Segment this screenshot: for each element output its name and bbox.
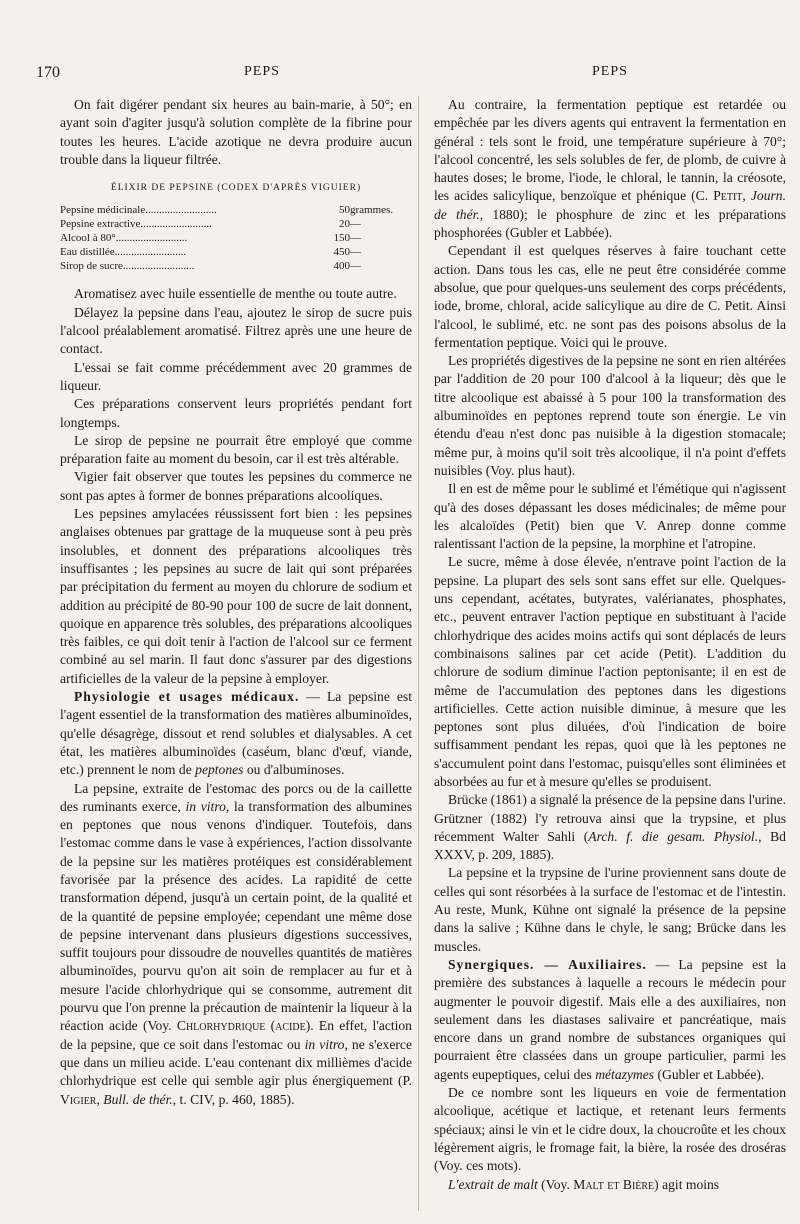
text-run: , bbox=[96, 1091, 104, 1107]
recipe-row bbox=[60, 203, 412, 217]
paragraph bbox=[434, 791, 786, 864]
paragraph bbox=[434, 1176, 786, 1194]
journal-title: Arch. f. die gesam. Physiol. bbox=[588, 828, 759, 844]
italic-term: peptones bbox=[195, 762, 244, 778]
paragraph bbox=[60, 780, 412, 1109]
recipe-row bbox=[60, 231, 412, 245]
text-run: ) agit moins bbox=[654, 1176, 720, 1192]
ingredient-name: Pepsine extractive.......................... bbox=[60, 218, 212, 231]
page-number: 170 bbox=[36, 64, 60, 81]
paragraph: Les propriétés digestives de la pepsine ne sont en rien altérées par l'addition de 20 pour 100 d'alcool à la liqueur; dès que le titre alcoolique est abaissé à 5 pour 100 la transformation des albuminoïdes en peptones reprend toute son énergie. Le vin étendu d'eau n'est donc pas nuisible à la digestion stomacale; même pur, à moins qu'il soit très alcoolique, il n'a point d'effets nuisibles (Voy. plus haut). bbox=[434, 353, 786, 478]
paragraph: Cependant il est quelques réserves à faire touchant cette action. Dans tous les cas, elle ne peut être considérée comme absolue, que pour quelques-uns seulement des corps précédents, iode, brome, chloral, acide salicylique au dire de C. Petit. Ainsi l'alcool, le sublimé, etc. ne sont pas des poisons absolus de la fermentation peptique. Voici qui le prouve. bbox=[434, 243, 786, 350]
ingredient-name: Sirop de sucre.......................... bbox=[60, 260, 195, 273]
italic-term: in vitro bbox=[304, 1036, 345, 1052]
ingredient-quantity: 450 bbox=[333, 246, 350, 259]
running-head-right: PEPS bbox=[592, 64, 628, 79]
text-run: (Voy. bbox=[537, 1176, 574, 1192]
text-run: — La pepsine est la première des substances à laquelle a recours le médecin pour augmenter le pouvoir digestif. Mais elle a des auxiliaires, non seulement dans les diastases salivaire et pancréatique, mais encore dans un grand nombre de substances organiques qui pourraient être classées dans un groupe particulier, parmi les agents eupeptiques, celui des bbox=[434, 956, 786, 1082]
left-column bbox=[60, 96, 412, 1109]
ingredient-unit: — bbox=[350, 246, 361, 259]
ingredient-unit: — bbox=[350, 232, 361, 245]
italic-term: L'extrait de malt bbox=[448, 1176, 538, 1192]
paragraph bbox=[434, 96, 786, 242]
text-run: , Bd XXXV, p. 209, 1885). bbox=[434, 828, 786, 863]
ingredient-quantity: 150 bbox=[333, 232, 350, 245]
ingredient-quantity: 400 bbox=[333, 260, 350, 273]
paragraph: L'essai se fait comme précédemment avec 20 grammes de liqueur. bbox=[60, 359, 412, 393]
paragraph: Le sucre, même à dose élevée, n'entrave point l'action de la pepsine. La plupart des sels sont sans effet sur elle. Quelques-uns cependant, acétates, butyrates, valérianates, phosphates, etc., peuvent entraver l'action peptique en substituant à l'acide chlorhydrique des acides moins actifs qui sont déplacés de leurs combinaisons salines par cet acide (Petit). L'addition du chlorure de sodium diminue l'action peptonisante; il en est de même de l'accumulation des peptones dans les digestions artificielles. Cette action nuisible diminue, à mesure que les peptones sont plus diluées, d'où l'indication de boire suffisamment pendant les repas, quoi que là les peptones ne s'accumulent point dans l'estomac, puisqu'elles sont éliminées et absorbées au fur et à mesure qu'elles se produisent. bbox=[434, 554, 786, 789]
cross-reference: Chlorhydrique (acide) bbox=[176, 1018, 311, 1034]
right-column bbox=[434, 96, 786, 1194]
paragraph: Ces préparations conservent leurs propriétés pendant fort longtemps. bbox=[60, 396, 412, 430]
page-header bbox=[0, 64, 800, 86]
text-run: . En effet, l'action de la pepsine, que ce soit dans l'estomac ou bbox=[60, 1018, 412, 1052]
text-run: , t. CIV, p. 460, 1885). bbox=[172, 1091, 295, 1107]
column-divider bbox=[418, 96, 419, 1211]
recipe-title: ÉLIXIR DE PEPSINE (CODEX D'APRÈS VIGUIER) bbox=[110, 183, 362, 194]
ingredient-unit: grammes. bbox=[350, 204, 394, 217]
journal-title: Journ. de thér. bbox=[434, 188, 786, 222]
paragraph: Il en est de même pour le sublimé et l'émétique qui n'agissent qu'à des doses dépassant les doses médicinales; de même pour les alcaloïdes (Petit) bien que V. Anrep donne comme ralentissant l'action de la pepsine, la morphine et l'atropine. bbox=[434, 481, 786, 552]
text-run: Brücke (1861) a signalé la présence de la pepsine dans l'urine. Grützner (1882) l'y retrouva ainsi que la trypsine, et plus récemment Walter Sahli ( bbox=[434, 792, 787, 844]
running-head-left: PEPS bbox=[244, 64, 280, 79]
ingredient-name: Eau distillée.......................... bbox=[60, 246, 187, 259]
italic-term: métazymes bbox=[595, 1066, 655, 1082]
paragraph: On fait digérer pendant six heures au bain-marie, à 50°; en ayant soin d'agiter jusqu'à solution complète de la fibrine pour toutes les heures. L'acide azotique ne devra produire aucun trouble dans la liqueur filtrée. bbox=[60, 97, 412, 167]
text-run: — La pepsine est l'agent essentiel de la transformation des matières albuminoïdes, qu'elle désagrège, dissout et rend solubles et dialysables. A cet état, les matières albuminoïdes (caséum, blanc d'œuf, viande, etc.) prennent le nom de bbox=[60, 689, 412, 778]
ingredient-name: Pepsine médicinale.......................... bbox=[60, 204, 217, 217]
text-run: La pepsine, extraite de l'estomac des porcs ou de la caillette des ruminants exerce, bbox=[60, 780, 412, 814]
section-heading: Physiologie et usages médicaux. bbox=[74, 689, 300, 705]
recipe-row bbox=[60, 259, 412, 273]
paragraph-synergiques bbox=[434, 956, 786, 1084]
ingredient-unit: — bbox=[350, 218, 361, 231]
paragraph-physiologie bbox=[60, 688, 412, 779]
ingredient-quantity: 20 bbox=[339, 218, 350, 231]
author-name: Vigier bbox=[60, 1091, 97, 1107]
section-heading: Synergiques. — Auxiliaires. bbox=[448, 956, 647, 972]
text-run: , 1880); le phosphure de zinc et les préparations phosphorées (Gubler et Labbée). bbox=[434, 206, 786, 241]
ingredient-unit: — bbox=[350, 260, 361, 273]
paragraph: La pepsine et la trypsine de l'urine proviennent sans doute de celles qui sont résorbées à la surface de l'estomac et de l'intestin. Au reste, Munk, Kühne ont signalé la présence de la pepsine dans la salive ; Kühne dans le chyle, le sang; Brücke dans les muscles. bbox=[434, 865, 786, 954]
recipe-table bbox=[60, 203, 412, 273]
italic-term: in vitro bbox=[185, 798, 226, 814]
recipe-row bbox=[60, 217, 412, 231]
paragraph: Aromatisez avec huile essentielle de menthe ou toute autre. bbox=[74, 286, 397, 302]
text-run: (Gubler et Labbée). bbox=[654, 1066, 765, 1082]
text-run: , bbox=[742, 188, 751, 204]
paragraph: De ce nombre sont les liqueurs en voie de fermentation alcoolique, acétique et lactique, et retenant leurs ferments spéciaux; ainsi le vin et le cidre doux, la choucroûte et les choux légèrement aigris, le fromage fait, la bière, la rosée des droséras (Voy. ces mots). bbox=[434, 1085, 786, 1174]
recipe-row bbox=[60, 245, 412, 259]
cross-reference: Malt et Bière bbox=[573, 1176, 655, 1192]
ingredient-name: Alcool à 80°.......................... bbox=[60, 232, 188, 245]
ingredient-quantity: 50 bbox=[339, 204, 350, 217]
paragraph: Vigier fait observer que toutes les pepsines du commerce ne sont pas aptes à former de bonnes préparations alcooliques. bbox=[60, 469, 412, 503]
paragraph: Les pepsines amylacées réussissent fort bien : les pepsines anglaises obtenues par grattage de la muqueuse sont à peu près insolubles, et donnent des préparations alcooliques très insuffisantes ; les pepsines au sucre de lait qui sont préparées par précipitation du ferment au moyen du chlorure de sodium et addition au précipité de 80-90 pour 100 de sucre de lait donnent, quoique en apparence très solubles, des préparations alcooliques très faibles, ce qui doit tenir à l'action de l'alcool sur ce ferment combiné au sel marin. Il faut donc s'assurer par des digestions artificielles de la valeur de la pepsine à employer. bbox=[60, 506, 412, 686]
text-run: ou d'albuminoses. bbox=[243, 762, 345, 778]
author-name: Petit bbox=[713, 188, 743, 204]
text-run: , ne s'exerce que dans un milieu acide. L'eau contenant dix millièmes d'acide chlorhydrique est celle qui semble agir plus énergiquement (P. bbox=[60, 1036, 412, 1089]
paragraph: Le sirop de pepsine ne pourrait être employé que comme préparation faite au moment du besoin, car il est très altérable. bbox=[60, 432, 412, 467]
journal-title: Bull. de thér. bbox=[103, 1091, 173, 1107]
paragraph: Délayez la pepsine dans l'eau, ajoutez le sirop de sucre puis l'alcool préalablement aromatisé. Filtrez après une une heure de contact. bbox=[60, 304, 412, 357]
text-run: Au contraire, la fermentation peptique est retardée ou empêchée par les divers agents qui entravent la fermentation en général : tels sont le froid, une température supérieure à 70°; l'alcool concentré, les sels solubles de fer, de plomb, de cuivre à hautes doses; le brome, l'iode, le chloral, le tannin, la créosote, les acides salicylique, benzoïque et phénique (C. bbox=[434, 97, 786, 204]
text-run: , la transformation des albumines en peptones que nous venons d'indiquer. Toutefois, dans l'estomac comme dans le vase à expériences, l'action dissolvante de la pepsine sur les matières protéiques est considérablement favorisée par la présence des acides. La rapidité de cette transformation dépend, jusqu'à un certain point, de la qualité et de la quantité de pepsine employée; cependant une même dose de pepsine intervenant dans plusieurs digestions successives, suffit toujours pour dissoudre de nouvelles quantités de matières albuminoïdes, pourvu qu'on ait soin de remplacer au fur et à mesure l'acide chlorhydrique qui se consomme, autrement dit pourvu que l'on prenne la précaution de maintenir la liqueur à la réaction acide (Voy. bbox=[60, 798, 412, 1034]
